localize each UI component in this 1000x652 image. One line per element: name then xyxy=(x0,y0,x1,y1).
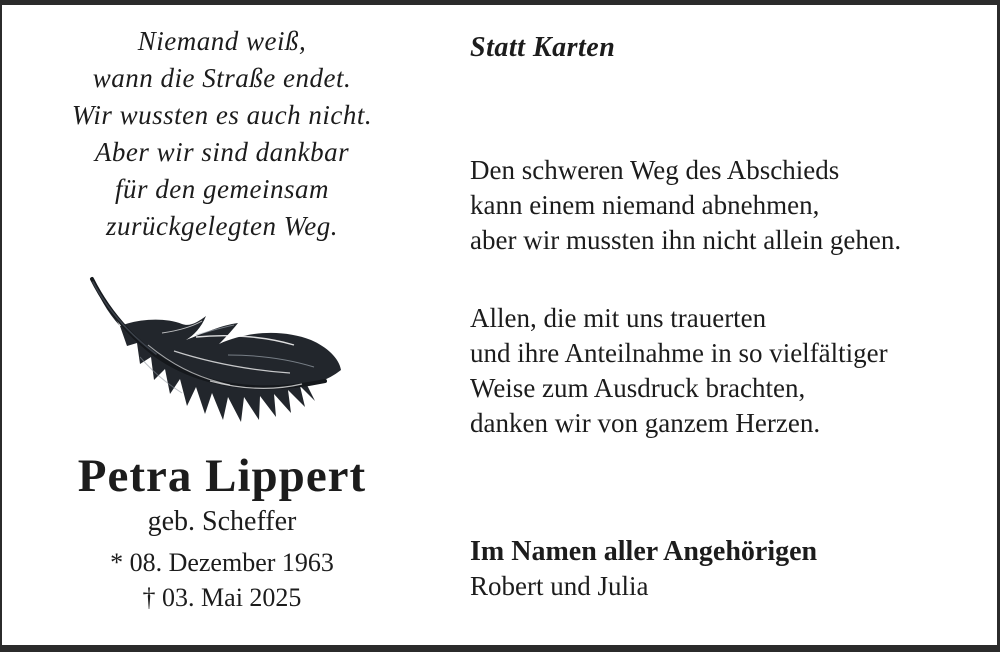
closing-signature xyxy=(470,535,985,604)
memorial-poem xyxy=(2,23,442,245)
paragraph-line: Den schweren Weg des Abschieds xyxy=(470,155,840,185)
paragraph-line: aber wir mussten ihn nicht allein gehen. xyxy=(470,225,902,255)
poem-line: zurückgelegten Weg. xyxy=(106,211,338,241)
paragraph-line: Allen, die mit uns trauerten xyxy=(470,303,767,333)
paragraph-line: kann einem niemand abnehmen, xyxy=(470,190,820,220)
paragraph-line: und ihre Anteilnahme in so vielfältiger xyxy=(470,338,888,368)
maiden-name: geb. Scheffer xyxy=(147,506,297,537)
paragraph-line: Weise zum Ausdruck brachten, xyxy=(470,373,806,403)
poem-line: für den gemeinsam xyxy=(115,174,329,204)
poem-line: wann die Straße endet. xyxy=(92,63,352,93)
birth-date: * 08. Dezember 1963 xyxy=(110,548,334,577)
acknowledgement-paragraph-1 xyxy=(470,153,985,258)
death-date: † 03. Mai 2025 xyxy=(142,583,302,612)
poem-line: Aber wir sind dankbar xyxy=(94,137,350,167)
acknowledgement-column xyxy=(470,31,985,604)
paragraph-line: danken wir von ganzem Herzen. xyxy=(470,408,821,438)
acknowledgement-paragraph-2 xyxy=(470,301,985,441)
statt-karten-heading: Statt Karten xyxy=(470,32,616,63)
feather-icon xyxy=(78,273,350,441)
deceased-block xyxy=(2,449,442,615)
poem-line: Niemand weiß, xyxy=(137,26,307,56)
poem-line: Wir wussten es auch nicht. xyxy=(71,100,373,130)
deceased-name: Petra Lippert xyxy=(77,450,367,502)
closing-names: Robert und Julia xyxy=(470,571,649,601)
closing-family-line: Im Namen aller Angehörigen xyxy=(470,536,818,567)
